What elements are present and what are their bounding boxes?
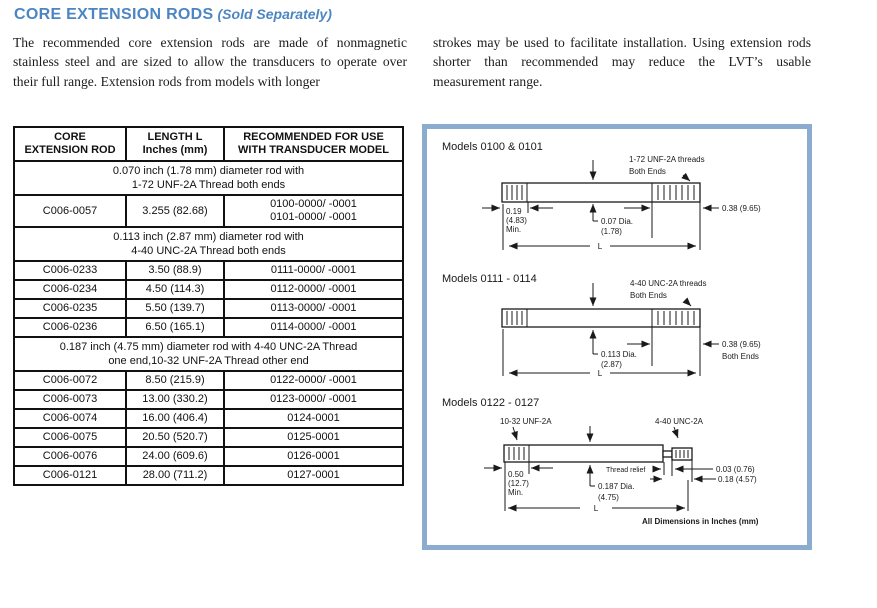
thread-callout-line2: Both Ends — [629, 167, 666, 176]
dim-left-mm: (12.7) — [508, 479, 529, 488]
rod-models: 0112-0000/ -0001 — [224, 280, 403, 299]
rod-part-number: C006-0075 — [14, 428, 126, 447]
right-thread-callout: 4-40 UNC-2A — [655, 417, 704, 426]
dim-left-min: Min. — [506, 225, 522, 234]
table-row — [14, 195, 403, 227]
thread-relief-neck — [663, 451, 672, 457]
intro-paragraph-left: The recommended core extension rods are made of nonmagnetic stainless steel and are sized to allow the transducers to operate over their full range. Extension rods from models with longer — [13, 35, 407, 89]
page-title — [14, 6, 332, 24]
dim-left-mm: (4.83) — [506, 216, 527, 225]
length-label: L — [597, 369, 603, 378]
diameter-value: 0.113 Dia. — [601, 350, 637, 359]
rod-length: 6.50 (165.1) — [126, 318, 224, 337]
rod-part-number: C006-0121 — [14, 466, 126, 485]
table-row — [14, 390, 403, 409]
diagram-models-0111-0114 — [442, 273, 761, 378]
thread-callout-line1: 1-72 UNF-2A threads — [629, 155, 705, 164]
thread-relief-label: Thread relief — [606, 467, 646, 474]
dim-right-both-ends: Both Ends — [722, 352, 759, 361]
core-extension-rod-table — [13, 126, 404, 486]
rod-body — [504, 445, 663, 462]
rod-section-heading: 0.187 inch (4.75 mm) diameter rod with 4-40 UNC-2A Thread one end,10-32 UNF-2A Thread other end — [14, 337, 403, 371]
rod-part-number: C006-0234 — [14, 280, 126, 299]
diagram-title: Models 0122 - 0127 — [442, 397, 540, 409]
rod-length: 5.50 (139.7) — [126, 299, 224, 318]
table-row — [14, 318, 403, 337]
page-title-text: CORE EXTENSION RODS — [14, 6, 214, 23]
rod-models: 0100-0000/ -0001 0101-0000/ -0001 — [224, 195, 403, 227]
rod-length: 24.00 (609.6) — [126, 447, 224, 466]
rod-length: 28.00 (711.2) — [126, 466, 224, 485]
diameter-value: 0.187 Dia. — [598, 482, 635, 491]
left-callout-leader-arrow — [513, 427, 517, 440]
rod-part-number: C006-0073 — [14, 390, 126, 409]
thread-callout-leader-arrow — [683, 175, 690, 181]
rod-section-heading: 0.113 inch (2.87 mm) diameter rod with 4-40 UNC-2A Thread both ends — [14, 227, 403, 261]
rod-models: 0127-0001 — [224, 466, 403, 485]
table-row — [14, 428, 403, 447]
header-length: LENGTH L Inches (mm) — [126, 127, 224, 161]
rod-models: 0122-0000/ -0001 — [224, 371, 403, 390]
diagram-title: Models 0100 & 0101 — [442, 141, 543, 153]
rod-part-number: C006-0072 — [14, 371, 126, 390]
intro-paragraph-right: strokes may be used to facilitate installation. Using extension rods shorter than recommended may reduce the LVT’s usable measurement range. — [433, 35, 811, 89]
table-header-row — [14, 127, 403, 161]
length-label: L — [597, 242, 603, 251]
rod-length: 13.00 (330.2) — [126, 390, 224, 409]
rod-models: 0111-0000/ -0001 — [224, 261, 403, 280]
table-row — [14, 299, 403, 318]
dimensions-footnote: All Dimensions in Inches (mm) — [642, 517, 759, 526]
dim-left-min: Min. — [508, 488, 524, 497]
rod-models: 0124-0001 — [224, 409, 403, 428]
left-thread-callout: 10-32 UNF-2A — [500, 417, 552, 426]
rod-length: 20.50 (520.7) — [126, 428, 224, 447]
rod-models: 0113-0000/ -0001 — [224, 299, 403, 318]
header-recommended-model: RECOMMENDED FOR USE WITH TRANSDUCER MODEL — [224, 127, 403, 161]
thread-callout-line2: Both Ends — [630, 291, 667, 300]
rod-length: 3.255 (82.68) — [126, 195, 224, 227]
table-row — [14, 371, 403, 390]
diameter-mm: (4.75) — [598, 493, 619, 502]
header-core-extension-rod: CORE EXTENSION ROD — [14, 127, 126, 161]
rod-section-heading: 0.070 inch (1.78 mm) diameter rod with 1-72 UNF-2A Thread both ends — [14, 161, 403, 195]
rod-models: 0125-0001 — [224, 428, 403, 447]
table-row — [14, 447, 403, 466]
diameter-mm: (1.78) — [601, 227, 622, 236]
small-threaded-end — [672, 448, 692, 460]
rod-part-number: C006-0076 — [14, 447, 126, 466]
rod-part-number: C006-0233 — [14, 261, 126, 280]
right-callout-leader-arrow — [674, 427, 678, 438]
diameter-mm: (2.87) — [601, 360, 622, 369]
rod-part-number: C006-0235 — [14, 299, 126, 318]
dim-right-value: 0.38 (9.65) — [722, 204, 761, 213]
dim-end-length-value: 0.18 (4.57) — [718, 475, 757, 484]
rod-length: 4.50 (114.3) — [126, 280, 224, 299]
rod-models: 0123-0000/ -0001 — [224, 390, 403, 409]
dim-relief-value: 0.03 (0.76) — [716, 465, 755, 474]
thread-callout-line1: 4-40 UNC-2A threads — [630, 279, 707, 288]
table-row — [14, 261, 403, 280]
rod-length: 3.50 (88.9) — [126, 261, 224, 280]
diagram-models-0122-0127 — [442, 397, 759, 526]
diameter-value: 0.07 Dia. — [601, 217, 634, 226]
table-section-row — [14, 227, 403, 261]
rod-table-body — [14, 161, 403, 485]
diagram-title: Models 0111 - 0114 — [442, 273, 537, 285]
rod-models: 0126-0001 — [224, 447, 403, 466]
rod-diagrams — [427, 129, 807, 545]
dim-left-value: 0.19 — [506, 207, 522, 216]
page-title-suffix: (Sold Separately) — [217, 6, 332, 22]
rod-length: 16.00 (406.4) — [126, 409, 224, 428]
thread-callout-leader-arrow — [685, 300, 691, 306]
diagram-panel — [422, 124, 812, 550]
table-row — [14, 466, 403, 485]
rod-part-number: C006-0057 — [14, 195, 126, 227]
table-section-row — [14, 337, 403, 371]
table-row — [14, 280, 403, 299]
rod-length: 8.50 (215.9) — [126, 371, 224, 390]
diagram-models-0100-0101 — [442, 141, 761, 251]
rod-part-number: C006-0236 — [14, 318, 126, 337]
table-section-row — [14, 161, 403, 195]
rod-models: 0114-0000/ -0001 — [224, 318, 403, 337]
dim-right-value: 0.38 (9.65) — [722, 340, 761, 349]
table-row — [14, 409, 403, 428]
rod-part-number: C006-0074 — [14, 409, 126, 428]
length-label: L — [593, 504, 599, 513]
dim-left-value: 0.50 — [508, 470, 524, 479]
